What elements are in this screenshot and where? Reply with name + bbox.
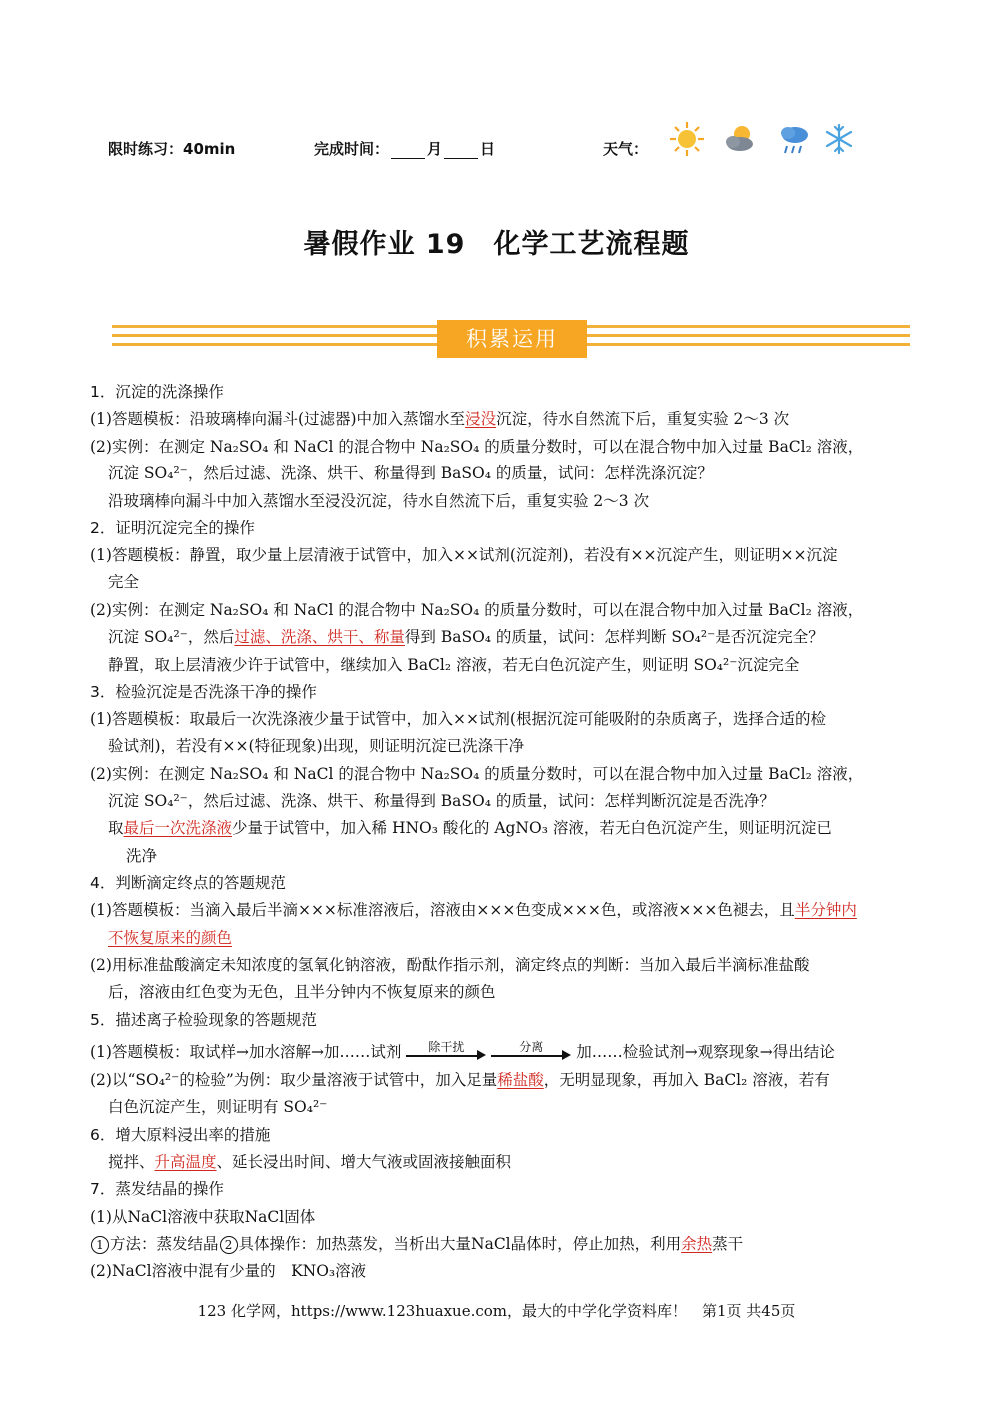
s2-line-2: 完全 [108, 573, 140, 591]
page-footer: 123 化学网，https://www.123huaxue.com，最大的中学化学资料库！ 第1页 共45页 [197, 1302, 796, 1320]
s3-answer: 取最后一次洗涤液少量于试管中，加入稀 HNO₃ 酸化的 AgNO₃ 溶液，若无白色沉淀产生，则证明沉淀已 [108, 819, 832, 837]
s1-line-1: (1)答题模板：沿玻璃棒向漏斗(过滤器)中加入蒸馏水至浸没沉淀，待水自然流下后，重复实验 2～3 次 [90, 410, 790, 428]
s3-line-3: (2)实例：在测定 Na₂SO₄ 和 NaCl 的混合物中 Na₂SO₄ 的质量分数时，可以在混合物中加入过量 BaCl₂ 溶液， [90, 765, 864, 783]
s2-answer-highlight: 过滤、洗涤、烘干、称量 [234, 628, 405, 646]
time-limit: 限时练习：40min [108, 140, 236, 158]
arrow-separate: 分离 [491, 1043, 571, 1063]
completion-label: 完成时间： [314, 140, 390, 158]
s4-line-3: (2)用标准盐酸滴定未知浓度的氢氧化钠溶液，酚酞作指示剂，滴定终点的判断：当加入最后半滴标准盐酸 [90, 956, 810, 974]
s4-line-4: 后，溶液由红色变为无色，且半分钟内不恢复原来的颜色 [108, 983, 496, 1001]
arrow-remove-interference: 除干扰 [406, 1043, 486, 1063]
s6-answer-highlight: 升高温度 [154, 1153, 217, 1171]
snowflake-icon [820, 120, 858, 158]
circled-number-2: 2 [220, 1236, 238, 1254]
s5-line-2: (2)以“SO₄²⁻的检验”为例：取少量溶液于试管中，加入足量稀盐酸，无明显现象，再加入 BaCl₂ 溶液，若有 [90, 1071, 830, 1089]
rain-icon [776, 120, 814, 158]
s1-line-3: 沉淀 SO₄²⁻，然后过滤、洗涤、烘干、称量得到 BaSO₄ 的质量，试问：怎样洗涤沉淀？ [108, 464, 713, 482]
s5-line-3: 白色沉淀产生，则证明有 SO₄²⁻ [108, 1098, 328, 1116]
section-4-heading: 4．判断滴定终点的答题规范 [90, 874, 286, 892]
s3-line-4: 沉淀 SO₄²⁻，然后过滤、洗涤、烘干、称量得到 BaSO₄ 的质量，试问：怎样判断沉淀是否洗净？ [108, 792, 775, 810]
weather-label: 天气： [603, 140, 649, 158]
s2-answer: 静置，取上层清液少许于试管中，继续加入 BaCl₂ 溶液，若无白色沉淀产生，则证明 SO₄²⁻沉淀完全 [108, 656, 800, 674]
section-1-heading: 1．沉淀的洗涤操作 [90, 383, 224, 401]
section-5-heading: 5．描述离子检验现象的答题规范 [90, 1011, 317, 1029]
circled-number-1: 1 [91, 1236, 109, 1254]
completion-time [314, 138, 495, 159]
section-banner: 积累运用 [437, 320, 587, 358]
day-label: 日 [480, 140, 496, 158]
s6-line-1: 搅拌、升高温度、延长浸出时间、增大气液或固液接触面积 [108, 1153, 512, 1171]
s4-answer-highlight-1: 半分钟内 [794, 901, 857, 919]
section-6-heading: 6．增大原料浸出率的措施 [90, 1126, 271, 1144]
month-label: 月 [427, 140, 443, 158]
s3-line-2: 验试剂)，若没有××(特征现象)出现，则证明沉淀已洗涤干净 [108, 737, 525, 755]
s1-line-2: (2)实例：在测定 Na₂SO₄ 和 NaCl 的混合物中 Na₂SO₄ 的质量分数时，可以在混合物中加入过量 BaCl₂ 溶液， [90, 438, 864, 456]
s7-line-3: (2)NaCl溶液中混有少量的 KNO₃溶液 [90, 1262, 367, 1280]
page-title: 暑假作业 19 化学工艺流程题 [303, 229, 690, 260]
s7-answer-highlight: 余热 [681, 1235, 713, 1253]
s3-line-1: (1)答题模板：取最后一次洗涤液少量于试管中，加入××试剂(根据沉淀可能吸附的杂质离子，选择合适的检 [90, 710, 826, 728]
s1-answer-highlight: 浸没 [465, 410, 497, 428]
s4-line-2 [108, 928, 232, 948]
section-2-heading: 2．证明沉淀完全的操作 [90, 519, 255, 537]
month-blank [391, 144, 425, 159]
s3-answer-cont: 洗净 [126, 847, 158, 865]
s4-answer-highlight-2: 不恢复原来的颜色 [108, 929, 233, 947]
s2-line-3: (2)实例：在测定 Na₂SO₄ 和 NaCl 的混合物中 Na₂SO₄ 的质量分数时，可以在混合物中加入过量 BaCl₂ 溶液， [90, 601, 864, 619]
s5-answer-highlight: 稀盐酸 [497, 1071, 544, 1089]
day-blank [444, 144, 478, 159]
s2-line-1: (1)答题模板：静置，取少量上层清液于试管中，加入××试剂(沉淀剂)，若没有××沉淀产生，则证明××沉淀 [90, 546, 838, 564]
s5-line-1: (1)答题模板：取试样→加水溶解→加……试剂 除干扰 分离 加……检验试剂→观察现象→得出结论 [90, 1040, 835, 1061]
s3-answer-highlight: 最后一次洗涤液 [123, 819, 233, 837]
s4-line-1: (1)答题模板：当滴入最后半滴×××标准溶液后，溶液由×××色变成×××色，或溶液×××色褪去，且半分钟内 [90, 901, 857, 919]
s2-line-4: 沉淀 SO₄²⁻，然后过滤、洗涤、烘干、称量得到 BaSO₄ 的质量，试问：怎样判断 SO₄²⁻是否沉淀完全？ [108, 628, 824, 646]
section-3-heading: 3．检验沉淀是否洗涤干净的操作 [90, 683, 317, 701]
s7-line-1: (1)从NaCl溶液中获取NaCl固体 [90, 1208, 316, 1226]
s7-line-2: 1 方法：蒸发结晶 2 具体操作：加热蒸发，当析出大量NaCl晶体时，停止加热，利用余热蒸干 [90, 1234, 743, 1254]
sunny-icon [668, 120, 706, 158]
section-7-heading: 7．蒸发结晶的操作 [90, 1180, 224, 1198]
s1-answer: 沿玻璃棒向漏斗中加入蒸馏水至浸没沉淀，待水自然流下后，重复实验 2～3 次 [108, 492, 650, 510]
partly-cloudy-icon [722, 120, 760, 158]
